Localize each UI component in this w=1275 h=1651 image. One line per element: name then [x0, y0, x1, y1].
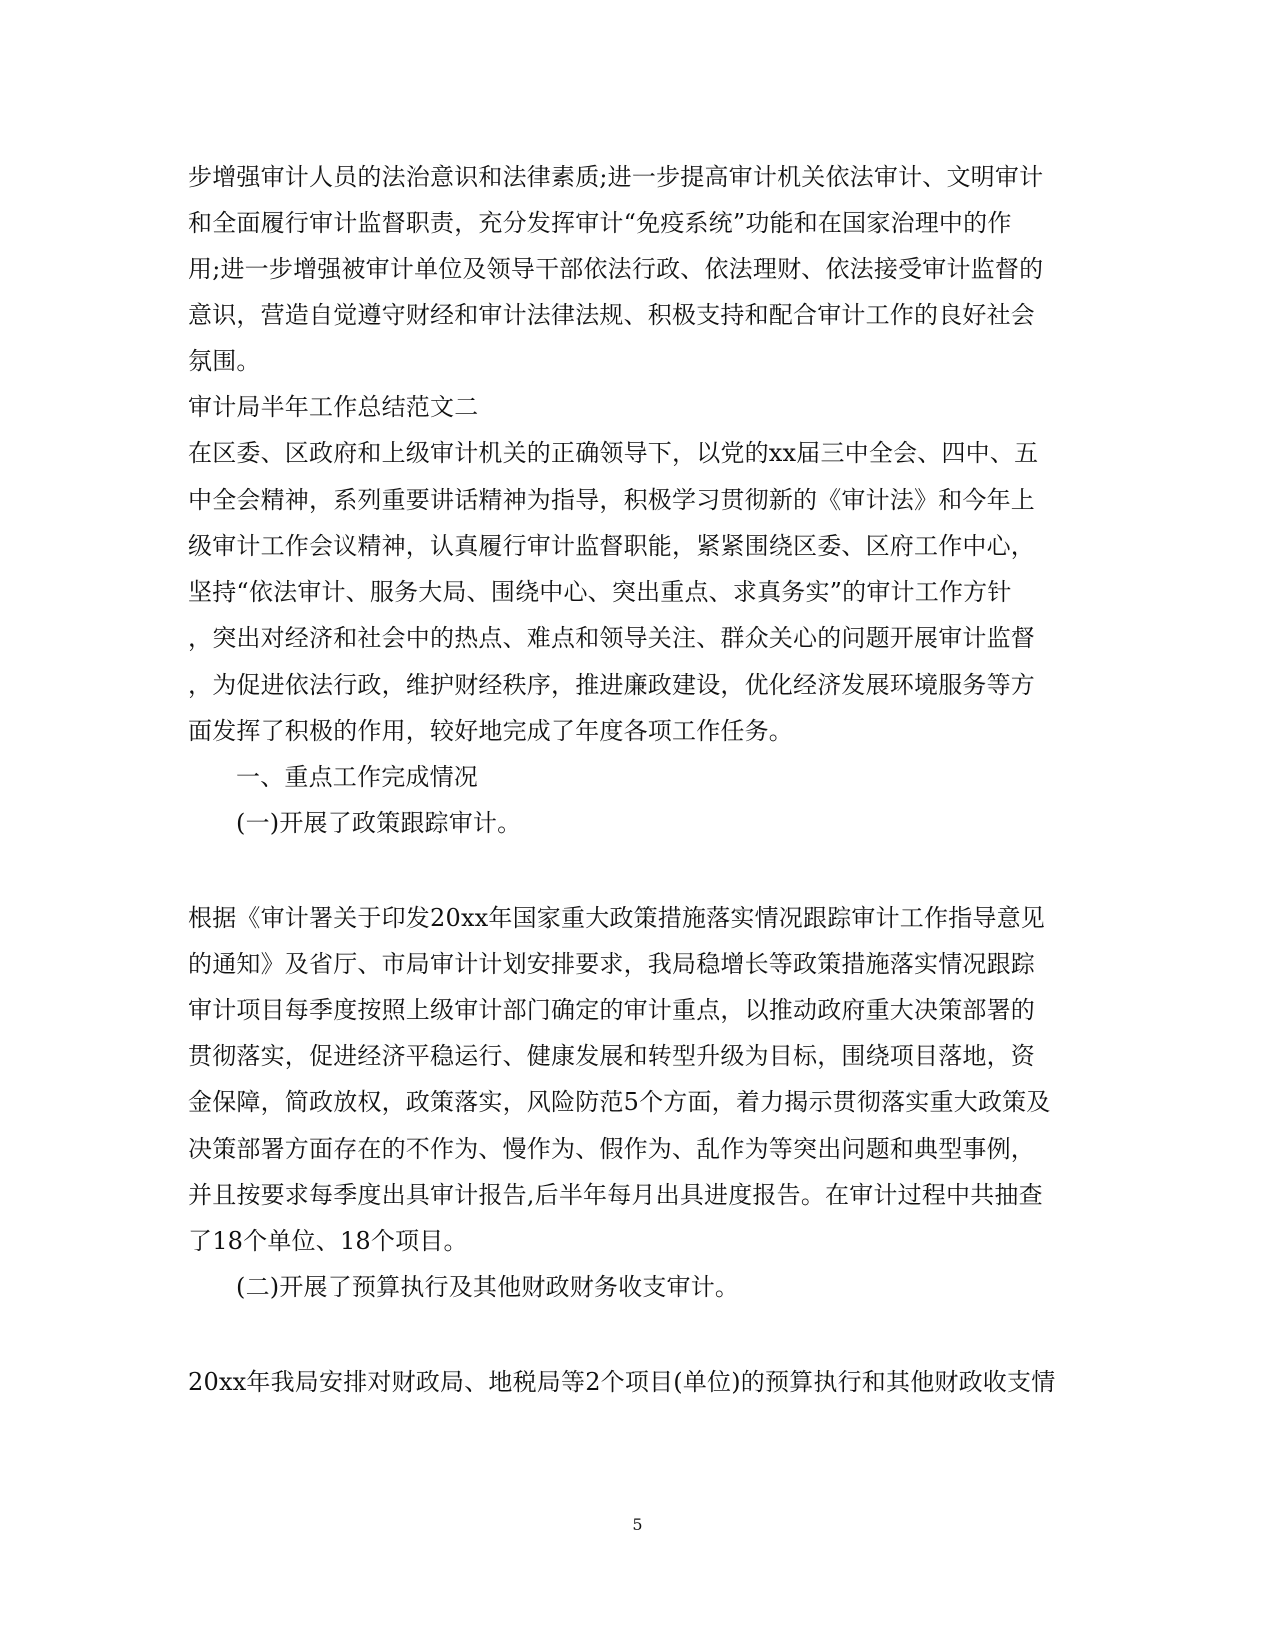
section-title: 审计局半年工作总结范文二	[188, 393, 479, 421]
paragraph-line: ，突出对经济和社会中的热点、难点和领导关注、群众关心的问题开展审计监督	[188, 624, 1035, 652]
subsection-heading: (一)开展了政策跟踪审计。	[236, 809, 522, 837]
paragraph-line: 的通知》及省厅、市局审计计划安排要求，我局稳增长等政策措施落实情况跟踪	[188, 950, 1035, 978]
paragraph-line: 面发挥了积极的作用，较好地完成了年度各项工作任务。	[188, 717, 793, 745]
subsection-heading: (二)开展了预算执行及其他财政财务收支审计。	[236, 1273, 740, 1301]
paragraph-line: 贯彻落实，促进经济平稳运行、健康发展和转型升级为目标，围绕项目落地，资	[188, 1042, 1035, 1070]
paragraph-line: ，为促进依法行政，维护财经秩序，推进廉政建设，优化经济发展环境服务等方	[188, 671, 1035, 699]
page-number: 5	[632, 1515, 643, 1534]
paragraph-line: 中全会精神，系列重要讲话精神为指导，积极学习贯彻新的《审计法》和今年上	[188, 486, 1035, 514]
paragraph-line: 级审计工作会议精神，认真履行审计监督职能，紧紧围绕区委、区府工作中心，	[188, 532, 1035, 560]
paragraph-line: 坚持“依法审计、服务大局、围绕中心、突出重点、求真务实”的审计工作方针	[188, 578, 1012, 606]
paragraph-line: 在区委、区政府和上级审计机关的正确领导下，以党的xx届三中全会、四中、五	[188, 439, 1039, 467]
paragraph-line: 金保障，简政放权，政策落实，风险防范5个方面，着力揭示贯彻落实重大政策及	[188, 1088, 1051, 1116]
paragraph-line: 审计项目每季度按照上级审计部门确定的审计重点，以推动政府重大决策部署的	[188, 996, 1035, 1024]
paragraph-line: 决策部署方面存在的不作为、慢作为、假作为、乱作为等突出问题和典型事例，	[188, 1135, 1035, 1163]
paragraph-line: 步增强审计人员的法治意识和法律素质;进一步提高审计机关依法审计、文明审计	[188, 163, 1044, 191]
paragraph-line: 了18个单位、18个项目。	[188, 1227, 468, 1255]
paragraph-line: 并且按要求每季度出具审计报告,后半年每月出具进度报告。在审计过程中共抽查	[188, 1181, 1043, 1209]
paragraph-line: 和全面履行审计监督职责，充分发挥审计“免疫系统”功能和在国家治理中的作	[188, 209, 1012, 237]
section-heading: 一、重点工作完成情况	[236, 763, 478, 791]
paragraph-line: 用;进一步增强被审计单位及领导干部依法行政、依法理财、依法接受审计监督的	[188, 255, 1044, 283]
paragraph-line: 20xx年我局安排对财政局、地税局等2个项目(单位)的预算执行和其他财政收支情	[188, 1368, 1056, 1396]
paragraph-line: 根据《审计署关于印发20xx年国家重大政策措施落实情况跟踪审计工作指导意见	[188, 904, 1046, 932]
paragraph-line: 意识，营造自觉遵守财经和审计法律法规、积极支持和配合审计工作的良好社会	[188, 301, 1035, 329]
paragraph-line: 氛围。	[188, 347, 261, 375]
